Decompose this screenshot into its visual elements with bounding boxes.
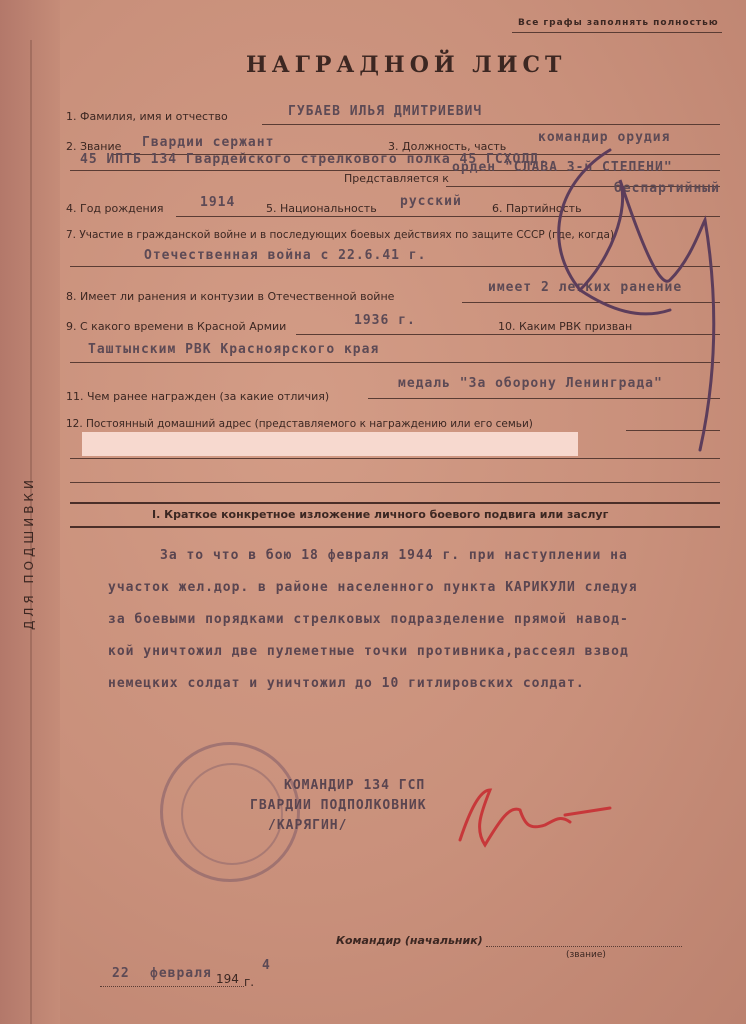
address-rule-2 [70,482,720,483]
field-8-label: 8. Имеет ли ранения и контузии в Отечественной войне [66,290,395,303]
present-value: орден "СЛАВА 3-й СТЕПЕНИ" [452,160,673,175]
commander-rule [486,946,682,947]
field-2-label: 2. Звание [66,140,122,153]
body-line: участок жел.дор. в районе населенного пункта КАРИКУЛИ следуя [108,580,638,595]
field-3-label: 3. Должность, часть [388,140,507,153]
field-10-value: Таштынским РВК Красноярского края [88,342,380,357]
body-line: кой уничтожил две пулеметные точки противника,рассеял взвод [108,644,629,659]
signature-line-1: КОМАНДИР 134 ГСП [284,778,426,793]
field-9-value: 1936 г. [354,313,416,328]
field-12-label: 12. Постоянный домашний адрес (представляемого к награждению или его семьи) [66,418,533,430]
field-6-value: беспартийный [614,181,720,196]
date-month: февраля [150,966,212,981]
rank-caption: (звание) [566,950,606,960]
field-5-value: русский [400,194,462,209]
field-8-value: имеет 2 легких ранение [488,280,683,295]
date-rule [100,986,244,987]
date-day: 22 [112,966,130,981]
field-7-label: 7. Участие в гражданской войне и в последующих боевых действиях по защите СССР (где, когда) [66,229,615,241]
field-11-label: 11. Чем ранее награжден (за какие отличия) [66,390,330,403]
body-line: за боевыми порядками стрелковых подразделение прямой навод- [108,612,629,627]
field-4-value: 1914 [200,195,236,210]
handwritten-signature [520,120,740,460]
date-year-prefix: 194 [216,972,239,986]
field-11-value: медаль "За оборону Ленинграда" [398,376,663,391]
red-signature [450,770,620,870]
body-line: За то что в бою 18 февраля 1944 г. при наступлении на [160,548,628,563]
header-note: Все графы заполнять полностью [518,18,719,28]
side-label: ДЛЯ ПОДШИВКИ [22,476,36,630]
field-4-label: 4. Год рождения [66,202,164,215]
section-rule-top [70,502,720,504]
field-3-value: командир орудия [538,130,671,145]
page-title: НАГРАДНОЙ ЛИСТ [246,52,567,78]
present-label: Представляется к [344,172,449,185]
commander-label: Командир (начальник) [336,934,483,947]
field-6-label: 6. Партийность [492,202,582,215]
field-5-label: 5. Национальность [266,202,377,215]
field-9-label: 9. С какого времени в Красной Армии [66,320,287,333]
field-7-value: Отечественная война с 22.6.41 г. [144,248,427,263]
section-rule-bottom [70,526,720,528]
field-1-value: ГУБАЕВ ИЛЬЯ ДМИТРИЕВИЧ [288,104,483,119]
section-title: I. Краткое конкретное изложение личного боевого подвига или заслуг [152,508,609,521]
redacted-address [82,432,578,456]
body-line: немецких солдат и уничтожил до 10 гитлировских солдат. [108,676,585,691]
field-10-label: 10. Каким РВК призван [498,320,633,333]
header-rule [512,32,722,33]
signature-line-3: /КАРЯГИН/ [268,818,348,833]
signature-line-2: ГВАРДИИ ПОДПОЛКОВНИК [250,798,427,813]
unit-value: 45 ИПТБ 134 Гвардейского стрелкового полка 45 ГСХОЛД. [80,152,548,167]
field-1-label: 1. Фамилия, имя и отчество [66,110,228,123]
date-g: г. [244,975,255,989]
date-year-suffix: 4 [262,958,271,973]
field-2-value: Гвардии сержант [142,135,275,150]
